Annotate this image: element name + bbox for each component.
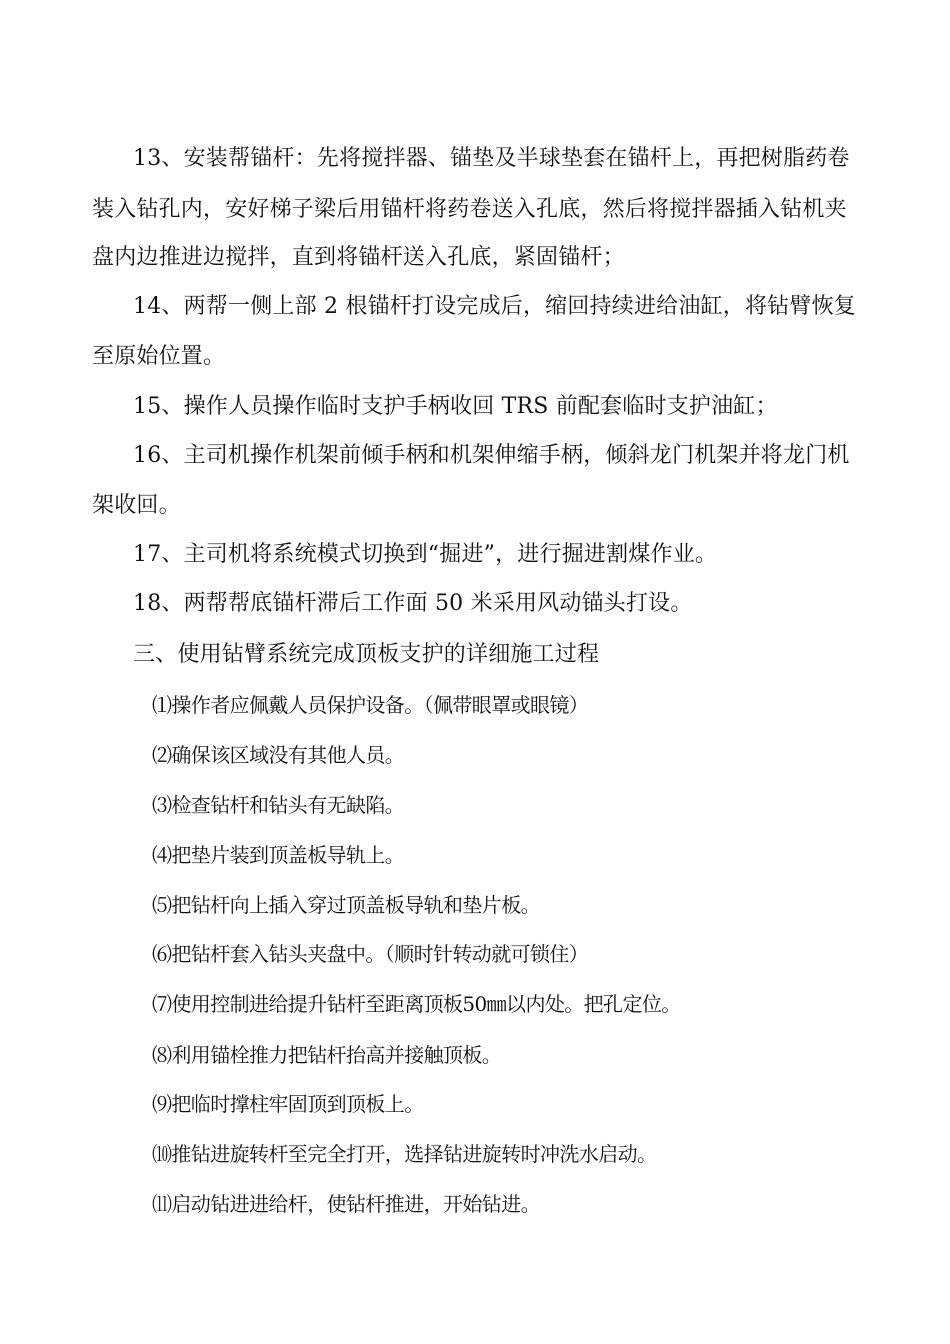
paragraph-17-line-1: 17、主司机将系统模式切换到“掘进”，进行掘进割煤作业。 (133, 542, 718, 567)
step-5: ⑸把钻杆向上插入穿过顶盖板导轨和垫片板。 (152, 893, 540, 917)
step-2: ⑵确保该区域没有其他人员。 (152, 743, 405, 767)
step-6: ⑹把钻杆套入钻头夹盘中。（顺时针转动就可锁住） (152, 942, 589, 966)
step-9: ⑼把临时撑柱牢固顶到顶板上。 (152, 1092, 424, 1116)
section-heading: 三、使用钻臂系统完成顶板支护的详细施工过程 (133, 642, 600, 667)
paragraph-14-line-1: 14、两帮一侧上部 2 根锚杆打设完成后，缩回持续进给油缸，将钻臂恢复 (133, 294, 856, 319)
step-7: ⑺使用控制进给提升钻杆至距离顶板50㎜以内处。把孔定位。 (152, 992, 681, 1016)
paragraph-18-line-1: 18、两帮帮底锚杆滞后工作面 50 米采用风动锚头打设。 (133, 591, 693, 616)
paragraph-16-line-2: 架收回。 (92, 493, 181, 518)
step-11: ⑾启动钻进进给杆，使钻杆推进，开始钻进。 (152, 1192, 540, 1216)
paragraph-16-line-1: 16、主司机操作机架前倾手柄和机架伸缩手柄，倾斜龙门机架并将龙门机 (133, 443, 850, 468)
step-3: ⑶检查钻杆和钻头有无缺陷。 (152, 793, 405, 817)
paragraph-14-line-2: 至原始位置。 (92, 344, 226, 369)
step-4: ⑷把垫片装到顶盖板导轨上。 (152, 843, 405, 867)
paragraph-13-line-3: 盘内边推进边搅拌，直到将锚杆送入孔底，紧固锚杆； (92, 245, 625, 270)
paragraph-13-line-1: 13、安装帮锚杆：先将搅拌器、锚垫及半球垫套在锚杆上，再把树脂药卷 (133, 146, 850, 171)
step-10: ⑽推钻进旋转杆至完全打开，选择钻进旋转时冲洗水启动。 (152, 1142, 657, 1166)
step-8: ⑻利用锚栓推力把钻杆抬高并接触顶板。 (152, 1043, 502, 1067)
paragraph-13-line-2: 装入钻孔内，安好梯子梁后用锚杆将药卷送入孔底，然后将搅拌器插入钻机夹 (92, 197, 847, 222)
paragraph-15-line-1: 15、操作人员操作临时支护手柄收回 TRS 前配套临时支护油缸； (133, 394, 778, 419)
step-1: ⑴操作者应佩戴人员保护设备。（佩带眼罩或眼镜） (152, 693, 589, 717)
